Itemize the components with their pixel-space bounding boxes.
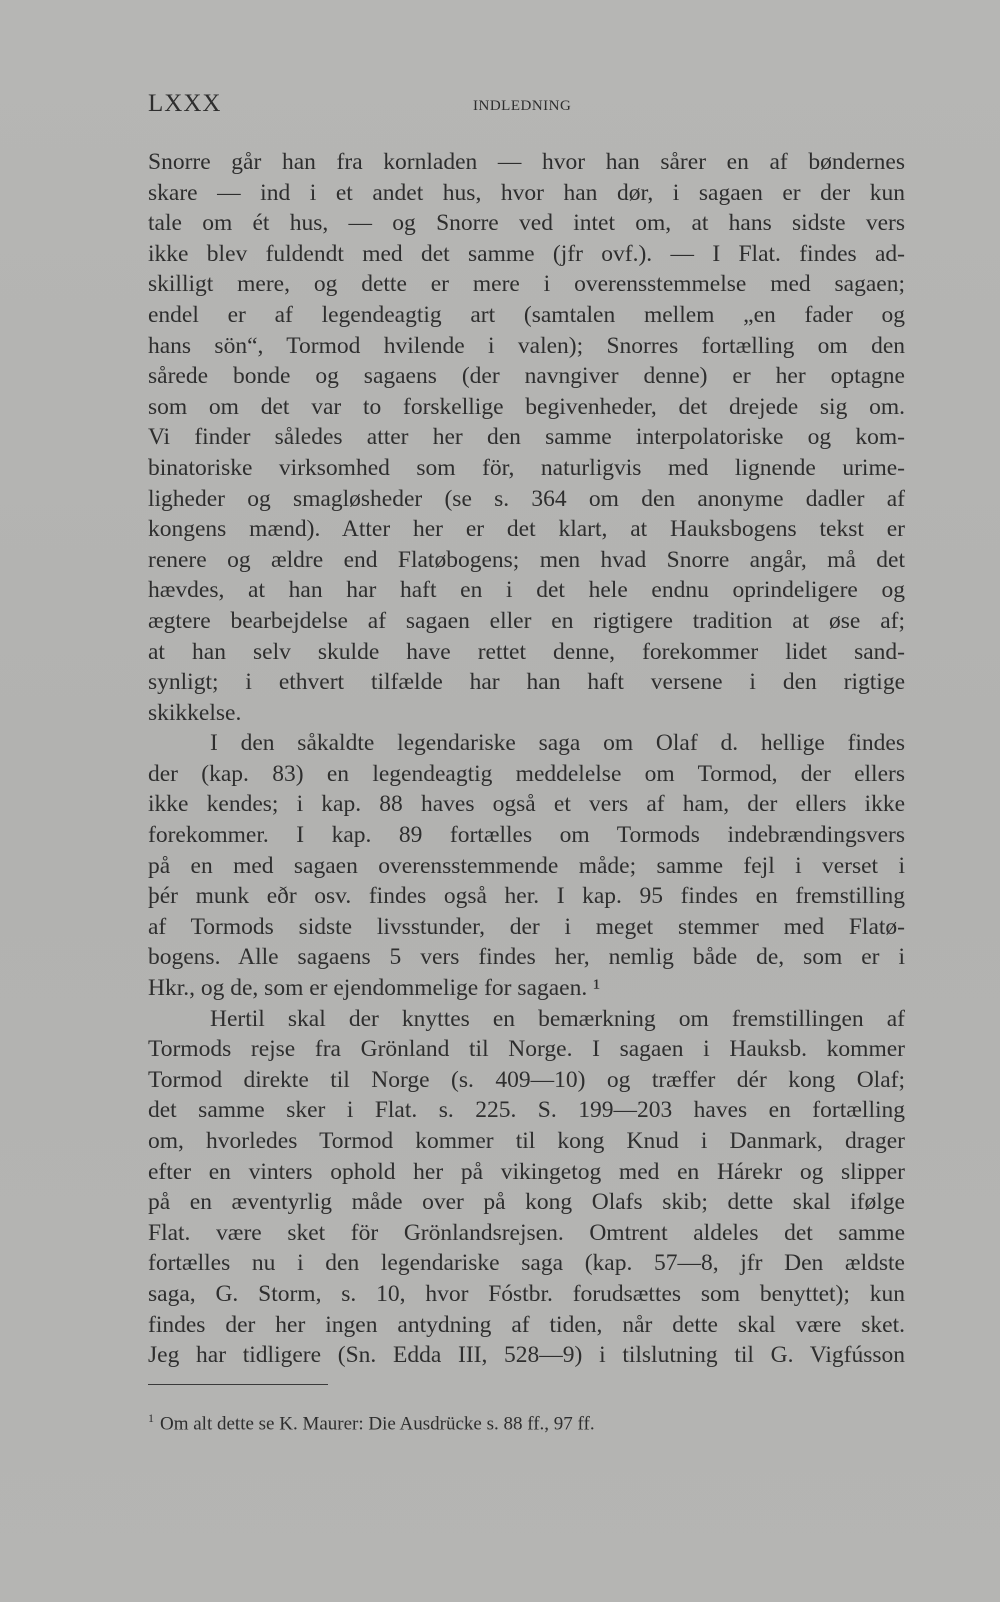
- text-line: sårede bonde og sagaens (der navngiver denne) er her optagne: [148, 363, 905, 390]
- text-line: på en med sagaen overensstemmende måde; samme fejl i verset i: [148, 852, 905, 879]
- text-line: binatoriske virksomhed som för, naturligvis med lignende urime-: [148, 454, 905, 481]
- text-line: ikke kendes; i kap. 88 haves også et vers af ham, der ellers ikke: [148, 791, 905, 818]
- text-line: skare — ind i et andet hus, hvor han dør, i sagaen er der kun: [148, 179, 905, 206]
- text-line: af Tormods sidste livsstunder, der i meget stemmer med Flatø-: [148, 913, 905, 940]
- text-line: tale om ét hus, — og Snorre ved intet om, at hans sidste vers: [148, 210, 905, 237]
- text-line: forekommer. I kap. 89 fortælles om Tormods indebrændingsvers: [148, 822, 905, 849]
- text-line: saga, G. Storm, s. 10, hvor Fóstbr. forudsættes som benyttet); kun: [148, 1280, 905, 1307]
- text-line: ligheder og smagløsheder (se s. 364 om den anonyme dadler af: [148, 485, 905, 512]
- text-line: ikke blev fuldendt med det samme (jfr ovf.). — I Flat. findes ad-: [148, 240, 905, 267]
- page-number: LXXX: [148, 90, 222, 117]
- footnote-marker: 1: [148, 1411, 154, 1425]
- text-line: Tormod direkte til Norge (s. 409—10) og træffer dér kong Olaf;: [148, 1066, 905, 1093]
- text-line: på en æventyrlig måde over på kong Olafs skib; dette skal ifølge: [148, 1189, 905, 1216]
- text-line: at han selv skulde have rettet denne, forekommer lidet sand-: [148, 638, 905, 665]
- text-line: hævdes, at han har haft en i det hele endnu oprindeligere og: [148, 577, 905, 604]
- text-line: hans sön“, Tormod hvilende i valen); Snorres fortælling om den: [148, 332, 905, 359]
- footnote-divider: [148, 1384, 328, 1385]
- paragraph-start-line: Hertil skal der knyttes en bemærkning om fremstillingen af: [210, 1005, 905, 1032]
- running-head: INDLEDNING: [473, 98, 572, 114]
- text-line: det samme sker i Flat. s. 225. S. 199—203 haves en fortælling: [148, 1097, 905, 1124]
- text-line: bogens. Alle sagaens 5 vers findes her, nemlig både de, som er i: [148, 944, 905, 971]
- text-line: efter en vinters ophold her på vikingetog med en Hárekr og slipper: [148, 1158, 905, 1185]
- text-line: Snorre går han fra kornladen — hvor han sårer en af bøndernes: [148, 149, 905, 175]
- page-header: [148, 90, 908, 130]
- text-line: synligt; i ethvert tilfælde har han haft versene i den rigtige: [148, 669, 905, 696]
- text-line: þér munk eðr osv. findes også her. I kap. 95 findes en fremstilling: [148, 883, 905, 910]
- text-line: ægtere bearbejdelse af sagaen eller en rigtigere tradition at øse af;: [148, 607, 905, 634]
- text-line: skikkelse.: [148, 699, 242, 726]
- text-line: Tormods rejse fra Grönland til Norge. I sagaen i Hauksb. kommer: [148, 1036, 905, 1063]
- text-line: renere og ældre end Flatøbogens; men hvad Snorre angår, må det: [148, 546, 905, 573]
- text-line: Jeg har tidligere (Sn. Edda III, 528—9) i tilslutning til G. Vigfússon: [148, 1342, 905, 1369]
- text-line: der (kap. 83) en legendeagtig meddelelse om Tormod, der ellers: [148, 760, 905, 787]
- text-line: fortælles nu i den legendariske saga (kap. 57—8, jfr Den ældste: [148, 1250, 905, 1277]
- text-line: Flat. være sket för Grönlandsrejsen. Omtrent aldeles det samme: [148, 1219, 905, 1246]
- text-line: Vi finder således atter her den samme interpolatoriske og kom-: [148, 424, 905, 451]
- text-line: som om det var to forskellige begivenheder, det drejede sig om.: [148, 393, 905, 420]
- text-line: skilligt mere, og dette er mere i overensstemmelse med sagaen;: [148, 271, 905, 298]
- paragraph-start-line: I den såkaldte legendariske saga om Olaf d. hellige findes: [210, 730, 905, 757]
- text-line: findes der her ingen antydning af tiden, når dette skal være sket.: [148, 1311, 905, 1338]
- text-line: om, hvorledes Tormod kommer til kong Knud i Danmark, drager: [148, 1128, 905, 1154]
- footnote-text: Om alt dette se K. Maurer: Die Ausdrücke s. 88 ff., 97 ff.: [160, 1413, 595, 1435]
- body-text: [148, 147, 905, 1371]
- text-line: endel er af legendeagtig art (samtalen mellem „en fader og: [148, 301, 905, 328]
- footnote: [148, 1405, 848, 1437]
- text-line: Hkr., og de, som er ejendommelige for sagaen. ¹: [148, 975, 601, 1002]
- text-line: kongens mænd). Atter her er det klart, at Hauksbogens tekst er: [148, 516, 905, 543]
